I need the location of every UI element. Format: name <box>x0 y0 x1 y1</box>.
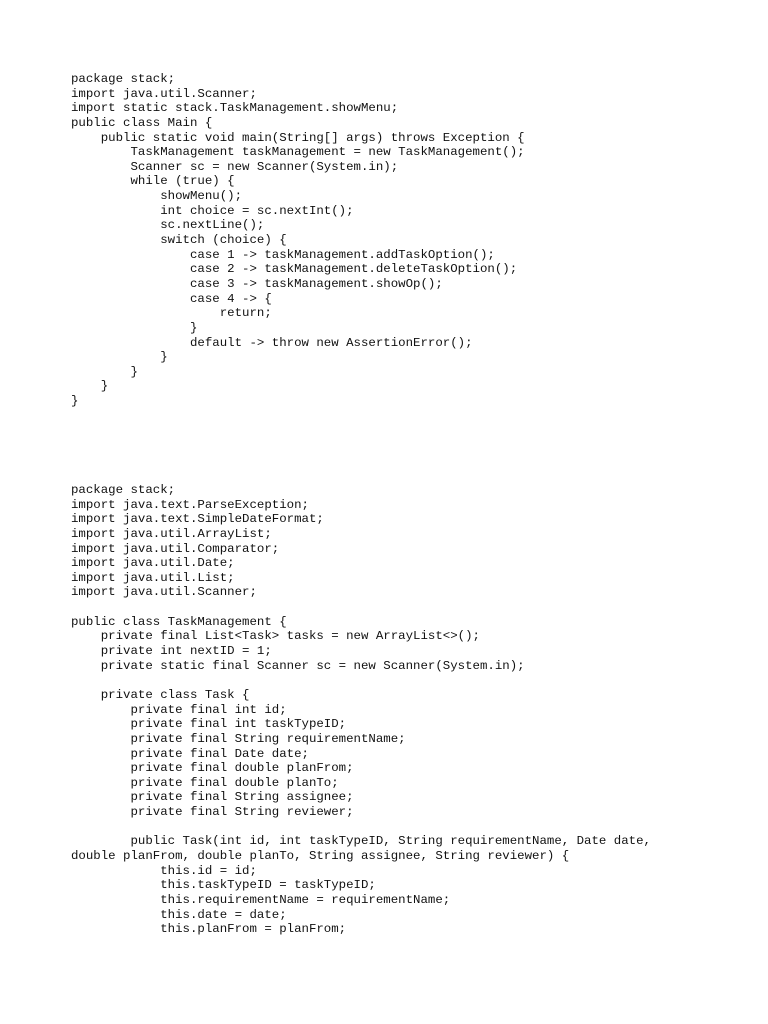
code-line: import java.text.ParseException; <box>71 497 309 512</box>
code-line: } <box>71 350 168 365</box>
code-line: import java.text.SimpleDateFormat; <box>71 512 324 527</box>
code-line <box>71 600 651 615</box>
code-line: private final List<Task> tasks = new ArrayList<>(); <box>71 629 480 644</box>
code-line: } <box>71 320 198 335</box>
code-line: import java.util.Scanner; <box>71 86 257 101</box>
code-line: this.id = id; <box>71 863 257 878</box>
code-line: private final int taskTypeID; <box>71 717 347 732</box>
code-line: private final Date date; <box>71 746 309 761</box>
code-line: case 1 -> taskManagement.addTaskOption(); <box>71 247 495 262</box>
code-line: public class Main { <box>71 115 213 130</box>
code-line: private int nextID = 1; <box>71 644 272 659</box>
code-line: } <box>71 379 109 394</box>
code-line: int choice = sc.nextInt(); <box>71 203 354 218</box>
code-line: } <box>71 394 79 409</box>
code-line: sc.nextLine(); <box>71 218 265 233</box>
code-line: case 4 -> { <box>71 291 272 306</box>
code-line: package stack; <box>71 483 176 497</box>
code-line: import java.util.Date; <box>71 556 235 571</box>
code-line: Scanner sc = new Scanner(System.in); <box>71 159 399 174</box>
code-line: private final String assignee; <box>71 790 354 805</box>
code-line: import java.util.Scanner; <box>71 585 257 600</box>
code-line: private final double planFrom; <box>71 761 354 776</box>
code-line: this.taskTypeID = taskTypeID; <box>71 878 376 893</box>
code-line: private final int id; <box>71 702 287 717</box>
code-line: import java.util.Comparator; <box>71 541 280 556</box>
code-line: while (true) { <box>71 174 235 189</box>
code-line: this.date = date; <box>71 907 287 922</box>
code-line: import static stack.TaskManagement.showMenu; <box>71 101 399 116</box>
code-line: public Task(int id, int taskTypeID, String requirementName, Date date, <box>71 834 651 849</box>
code-line: import java.util.List; <box>71 570 235 585</box>
code-line: private static final Scanner sc = new Scanner(System.in); <box>71 658 525 673</box>
code-line: private final double planTo; <box>71 775 339 790</box>
code-line: switch (choice) { <box>71 233 287 248</box>
code-line: private final String reviewer; <box>71 805 354 820</box>
code-block-task-management <box>71 483 651 937</box>
code-line: case 2 -> taskManagement.deleteTaskOption(); <box>71 262 518 277</box>
code-line: default -> throw new AssertionError(); <box>71 335 473 350</box>
code-line: case 3 -> taskManagement.showOp(); <box>71 276 443 291</box>
code-line: TaskManagement taskManagement = new TaskManagement(); <box>71 145 525 160</box>
code-line <box>71 673 651 688</box>
code-line: public class TaskManagement { <box>71 614 287 629</box>
code-line: this.planFrom = planFrom; <box>71 922 347 937</box>
code-line: package stack; <box>71 72 176 86</box>
code-line: import java.util.ArrayList; <box>71 526 272 541</box>
code-line: showMenu(); <box>71 189 243 204</box>
code-line: } <box>71 364 138 379</box>
code-line <box>71 820 651 835</box>
code-line: private final String requirementName; <box>71 731 406 746</box>
code-line: private class Task { <box>71 687 250 702</box>
code-line: this.requirementName = requirementName; <box>71 892 451 907</box>
code-line: public static void main(String[] args) throws Exception { <box>71 130 525 145</box>
code-block-main <box>71 72 525 409</box>
code-line: return; <box>71 306 272 321</box>
code-line: double planFrom, double planTo, String assignee, String reviewer) { <box>71 849 570 864</box>
